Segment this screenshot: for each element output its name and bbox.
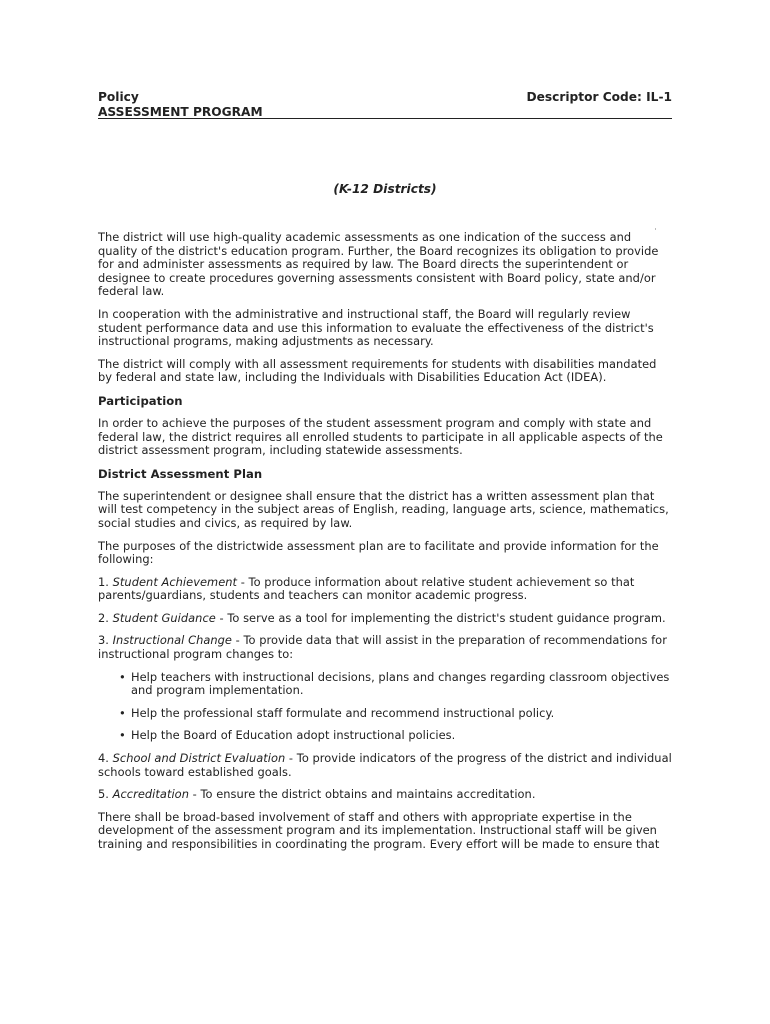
item-number: 4.	[98, 751, 109, 766]
item-text: - To provide data that will assist in the preparation of recommendations for instructional program changes to:	[98, 633, 667, 662]
item-text: - To produce information about relative student achievement so that parents/guardians, students and teachers can monitor academic progress.	[98, 574, 635, 603]
descriptor-code: Descriptor Code: IL-1	[526, 90, 672, 104]
item-number: 1.	[98, 574, 109, 589]
paragraph-purposes: The purposes of the districtwide assessment plan are to facilitate and provide information for the following:	[98, 538, 659, 567]
purpose-item-4	[98, 752, 672, 779]
document-page	[98, 90, 672, 861]
item-title: School and District Evaluation	[112, 751, 286, 766]
purpose-item-1	[98, 576, 672, 603]
item-text: - To provide indicators of the progress of the district and individual schools toward established goals.	[98, 751, 672, 779]
item-number: 3.	[98, 633, 109, 648]
item-text: - To serve as a tool for implementing the district's student guidance program.	[215, 610, 666, 625]
heading-assessment-plan: District Assessment Plan	[98, 466, 263, 481]
instructional-change-list	[98, 671, 672, 743]
document-header	[98, 90, 672, 120]
policy-label: Policy	[98, 90, 139, 104]
item-number: 2.	[98, 610, 109, 625]
purpose-item-2	[98, 612, 672, 626]
paragraph-intro: The district will use high-quality academic assessments as one indication of the success and quality of the district's education program. Further, the Board recognizes its obligation to provide for and administer assessments as required by law. The Board directs the superintendent or designee to create procedures governing assessments consistent with Board policy, state and/or federal law.	[98, 230, 659, 299]
item-title: Accreditation	[112, 787, 189, 802]
item-title: Instructional Change	[112, 633, 232, 648]
paragraph-involvement: There shall be broad-based involvement of staff and others with appropriate expertise in the development of the assessment program and its implementation. Instructional staff will be given training and responsibilities in coordinating the program. Every effort will be made to ensure that	[98, 809, 660, 851]
paragraph-participation: In order to achieve the purposes of the student assessment program and comply with state and federal law, the district requires all enrolled students to participate in all applicable aspects of the district assessment program, including statewide assessments.	[98, 415, 663, 458]
policy-title: ASSESSMENT PROGRAM	[98, 105, 263, 119]
header-rule	[98, 118, 672, 119]
policy-body	[98, 231, 672, 852]
header-left	[98, 90, 263, 120]
purpose-item-3	[98, 634, 672, 661]
item-text: - To ensure the district obtains and maintains accreditation.	[188, 787, 536, 802]
district-scope-subtitle: (K-12 Districts)	[333, 182, 437, 196]
bullet-item: • Help the professional staff formulate and recommend instructional policy.	[119, 707, 672, 721]
paragraph-plan: The superintendent or designee shall ensure that the district has a written assessment plan that will test competency in the subject areas of English, reading, language arts, science, mathematics, social studies and civics, as required by law.	[98, 488, 669, 530]
paragraph-disabilities: The district will comply with all assessment requirements for students with disabilities mandated by federal and state law, including the Individuals with Disabilities Education Act (IDEA).	[98, 356, 657, 385]
bullet-item: • Help teachers with instructional decisions, plans and changes regarding classroom objectives and program implementation.	[119, 671, 672, 698]
item-title: Student Achievement	[112, 574, 238, 589]
bullet-item: • Help the Board of Education adopt instructional policies.	[119, 729, 672, 743]
heading-participation: Participation	[98, 393, 183, 408]
purpose-item-5	[98, 788, 672, 802]
paragraph-cooperation: In cooperation with the administrative and instructional staff, the Board will regularly review student performance data and use this information to evaluate the effectiveness of the district's instructional programs, making adjustments as necessary.	[98, 306, 654, 349]
item-number: 5.	[98, 787, 109, 802]
item-title: Student Guidance	[112, 610, 216, 625]
